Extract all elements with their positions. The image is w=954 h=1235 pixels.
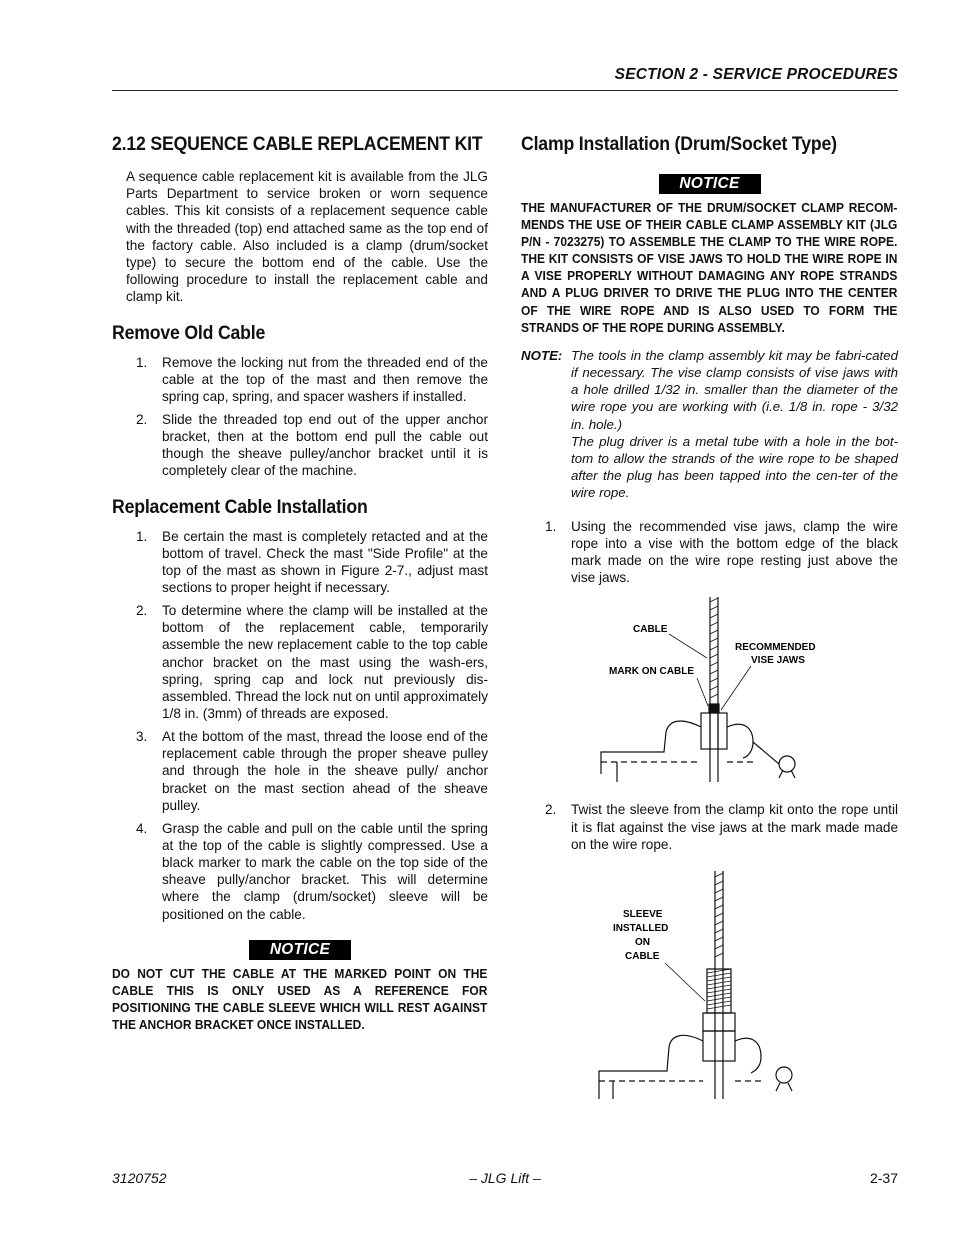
list-item: 2. Twist the sleeve from the clamp kit onto the rope until it is flat against the vise jaws at the mark made made on the wire rope.	[545, 802, 898, 852]
install-steps	[112, 528, 488, 923]
remove-steps	[112, 354, 488, 480]
figure-label: CABLE	[633, 624, 668, 636]
document-number: 3120752	[112, 1170, 167, 1186]
clamp-step-2	[521, 801, 898, 853]
clamp-heading: Clamp Installation (Drum/Socket Type)	[521, 134, 837, 155]
note-text-2: The plug driver is a metal tube with a hole in the bot-tom to allow the strands of the wire rope to be shaped after the plug has been tapped into the cen-ter of the wire rope.	[571, 433, 898, 501]
figure-label: INSTALLED	[613, 923, 669, 934]
figure-label: RECOMMENDED	[735, 642, 816, 654]
vise-jaws-figure	[521, 592, 898, 787]
figure-label: MARK ON CABLE	[609, 666, 694, 678]
install-heading: Replacement Cable Installation	[112, 496, 368, 518]
intro-paragraph: A sequence cable replacement kit is available from the JLG Parts Department to service broken or worn sequence cables. This kit consists of a replacement sequence cable with the threaded (top) end attached same as the top end of the factory cable. Also included is a clamp (drum/socket type) to secure the bottom end of the cable. Use the following procedure to install the replacement cable and clamp kit.	[126, 169, 488, 305]
list-item: 4. Grasp the cable and pull on the cable until the spring at the top of the cable is slightly compressed. Use a black marker to mark the cable on the top side of the sheave pully/anchor bracket. This will determine where the clamp (drum/socket) sleeve will be positioned on the cable.	[136, 820, 488, 922]
section-title: SECTION 2 - SERVICE PROCEDURES	[614, 66, 898, 83]
page-number: 2-37	[869, 1170, 898, 1186]
notice-text: DO NOT CUT THE CABLE AT THE MARKED POINT ON THE CABLE THIS IS ONLY USED AS A REFERENCE FOR POSITIONING THE CABLE SLEEVE WHICH WILL REST AGAINST THE ANCHOR BRACKET ONCE INSTALLED.	[112, 966, 488, 1033]
figure-label: CABLE	[625, 951, 660, 962]
list-item: 1. Be certain the mast is completely retacted and at the bottom of travel. Check the mast "Side Profile" at the top of the mast as shown in Figure 2-7., adjust mast sections to proper height if necessary.	[136, 528, 488, 596]
notice-badge: NOTICE	[659, 174, 761, 194]
section-heading: 2.12 SEQUENCE CABLE REPLACEMENT KIT	[112, 134, 483, 155]
note-label: NOTE:	[521, 347, 563, 363]
list-item: 3. At the bottom of the mast, thread the loose end of the replacement cable through the proper sheave pulley and through the hole in the sheave pully/ anchor bracket on the mast section ahead of the sheave pulley.	[136, 729, 488, 813]
list-item: 1. Using the recommended vise jaws, clamp the wire rope into a vise with the bottom edge of the black mark made on the wire rope resting just above the vise jaws.	[545, 518, 898, 586]
right-column	[521, 132, 898, 1103]
note-block	[521, 347, 898, 502]
list-item: 2. To determine where the clamp will be installed at the bottom of the replacement cable, temporarily assemble the new replacement cable to the top cable anchor bracket on the mast using the wash-ers, spring, spring cap and lock nut previously dis-assembled. Thread the lock nut on until approximately 1/8 in. (3mm) of threads are exposed.	[136, 603, 488, 722]
notice-text: THE MANUFACTURER OF THE DRUM/SOCKET CLAMP RECOM-MENDS THE USE OF THEIR CABLE CLAMP ASSEMBLY KIT (JLG P/N - 7023275) TO ASSEMBLE THE CLAMP TO THE WIRE ROPE. THE KIT CONSISTS OF VISE JAWS TO HOLD THE WIRE ROPE IN A VISE PROPERLY WITHOUT DAMAGING ANY ROPE STRANDS AND A PLUG DRIVER TO DRIVE THE PLUG INTO THE CENTER OF THE WIRE ROPE AND IS ALSO USED TO FORM THE STRANDS OF THE ROPE DURING ASSEMBLY.	[521, 201, 898, 335]
footer-center: – JLG Lift –	[469, 1170, 541, 1186]
figure-label: SLEEVE	[623, 909, 663, 920]
list-item: 1. Remove the locking nut from the threaded end of the cable at the top of the mast and then remove the spring cap, spring, and spacer washers if installed.	[136, 354, 488, 405]
page-header	[112, 62, 898, 91]
notice-badge: NOTICE	[249, 940, 351, 960]
sleeve-figure	[521, 863, 898, 1103]
remove-heading: Remove Old Cable	[112, 322, 266, 344]
note-text-1: The tools in the clamp assembly kit may be fabri-cated if necessary. The vise clamp consists of vise jaws with a hole drilled 1/32 in. smaller than the diameter of the wire rope you are working with (i.e. 1/8 in. rope - 3/32 in. hole.)	[571, 347, 898, 432]
left-column	[112, 132, 488, 1034]
list-item: 2. Slide the threaded top end out of the upper anchor bracket, then at the bottom end pull the cable out though the sheave pulley/anchor bracket until it is completely clear of the machine.	[136, 411, 488, 479]
clamp-step-1	[521, 518, 898, 587]
figure-label: VISE JAWS	[751, 655, 805, 667]
figure-label: ON	[635, 937, 650, 948]
